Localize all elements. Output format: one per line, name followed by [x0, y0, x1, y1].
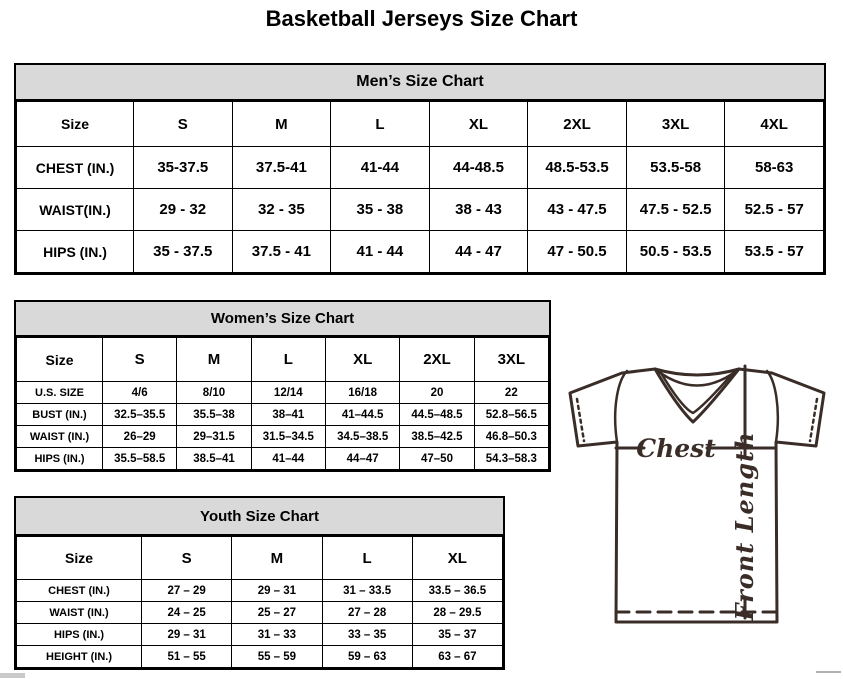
- table-row: [17, 231, 824, 273]
- table-row: [17, 646, 503, 668]
- size-header-row: [17, 537, 503, 580]
- table-row: [17, 580, 503, 602]
- size-value-cell: 12/14: [251, 382, 325, 404]
- size-column-header: 2XL: [400, 338, 474, 382]
- womens-table-title: Women’s Size Chart: [16, 302, 549, 337]
- size-value-cell: 38 - 43: [429, 189, 528, 231]
- size-value-cell: 35 - 37.5: [134, 231, 233, 273]
- size-column-header: L: [322, 537, 412, 580]
- size-value-cell: 53.5-58: [626, 147, 725, 189]
- size-value-cell: 29 - 32: [134, 189, 233, 231]
- size-value-cell: 35-37.5: [134, 147, 233, 189]
- size-value-cell: 27 – 28: [322, 602, 412, 624]
- jersey-cuff-stitch-left: [577, 399, 584, 441]
- size-value-cell: 37.5 - 41: [232, 231, 331, 273]
- size-column-header: M: [177, 338, 251, 382]
- size-value-cell: 34.5–38.5: [325, 426, 399, 448]
- size-value-cell: 32 - 35: [232, 189, 331, 231]
- size-header-row: [17, 102, 824, 147]
- row-label: HEIGHT (IN.): [17, 646, 142, 668]
- size-value-cell: 59 – 63: [322, 646, 412, 668]
- size-value-cell: 31 – 33: [232, 624, 322, 646]
- size-value-cell: 52.8–56.5: [474, 404, 548, 426]
- row-label: CHEST (IN.): [17, 580, 142, 602]
- size-value-cell: 63 – 67: [412, 646, 502, 668]
- jersey-outline: [570, 369, 824, 622]
- size-value-cell: 16/18: [325, 382, 399, 404]
- size-value-cell: 54.3–58.3: [474, 448, 548, 470]
- row-label: HIPS (IN.): [17, 231, 134, 273]
- size-corner-header: Size: [17, 102, 134, 147]
- size-value-cell: 31.5–34.5: [251, 426, 325, 448]
- size-value-cell: 44 - 47: [429, 231, 528, 273]
- size-value-cell: 24 – 25: [142, 602, 232, 624]
- row-label: BUST (IN.): [17, 404, 103, 426]
- size-value-cell: 41–44.5: [325, 404, 399, 426]
- size-column-header: XL: [412, 537, 502, 580]
- row-label: HIPS (IN.): [17, 448, 103, 470]
- size-value-cell: 52.5 - 57: [725, 189, 824, 231]
- youth-size-chart: [14, 496, 505, 670]
- size-value-cell: 32.5–35.5: [103, 404, 177, 426]
- womens-table: [16, 337, 549, 470]
- size-value-cell: 29–31.5: [177, 426, 251, 448]
- size-value-cell: 33 – 35: [322, 624, 412, 646]
- size-column-header: L: [251, 338, 325, 382]
- size-value-cell: 44.5–48.5: [400, 404, 474, 426]
- mens-size-chart: [14, 63, 826, 275]
- table-row: [17, 404, 549, 426]
- row-label: U.S. SIZE: [17, 382, 103, 404]
- size-column-header: M: [232, 537, 322, 580]
- size-value-cell: 53.5 - 57: [725, 231, 824, 273]
- size-value-cell: 55 – 59: [232, 646, 322, 668]
- size-value-cell: 47.5 - 52.5: [626, 189, 725, 231]
- size-value-cell: 37.5-41: [232, 147, 331, 189]
- size-value-cell: 44-48.5: [429, 147, 528, 189]
- size-column-header: 3XL: [474, 338, 548, 382]
- size-column-header: S: [103, 338, 177, 382]
- row-label: WAIST (IN.): [17, 426, 103, 448]
- table-row: [17, 382, 549, 404]
- size-column-header: L: [331, 102, 430, 147]
- size-value-cell: 47–50: [400, 448, 474, 470]
- size-value-cell: 47 - 50.5: [528, 231, 627, 273]
- chest-label: Chest: [636, 434, 716, 463]
- front-length-label: Front Length: [730, 431, 759, 621]
- size-value-cell: 48.5-53.5: [528, 147, 627, 189]
- jersey-cuff-stitch-right: [810, 399, 817, 441]
- size-column-header: XL: [429, 102, 528, 147]
- size-column-header: 2XL: [528, 102, 627, 147]
- size-value-cell: 20: [400, 382, 474, 404]
- size-value-cell: 35 – 37: [412, 624, 502, 646]
- size-value-cell: 4/6: [103, 382, 177, 404]
- scrollbar-fragment-right: [816, 671, 841, 673]
- size-column-header: 4XL: [725, 102, 824, 147]
- size-value-cell: 35.5–38: [177, 404, 251, 426]
- size-value-cell: 38.5–42.5: [400, 426, 474, 448]
- size-column-header: S: [142, 537, 232, 580]
- table-row: [17, 448, 549, 470]
- table-row: [17, 189, 824, 231]
- mens-table: [16, 101, 824, 273]
- mens-table-title: Men’s Size Chart: [16, 65, 824, 101]
- size-value-cell: 8/10: [177, 382, 251, 404]
- youth-table-title: Youth Size Chart: [16, 498, 503, 536]
- size-column-header: M: [232, 102, 331, 147]
- jersey-armhole-right: [767, 371, 778, 442]
- size-value-cell: 51 – 55: [142, 646, 232, 668]
- row-label: HIPS (IN.): [17, 624, 142, 646]
- scrollbar-fragment-left: [0, 673, 25, 678]
- jersey-armhole-left: [615, 371, 627, 442]
- size-column-header: S: [134, 102, 233, 147]
- size-value-cell: 46.8–50.3: [474, 426, 548, 448]
- size-value-cell: 29 – 31: [232, 580, 322, 602]
- size-value-cell: 41–44: [251, 448, 325, 470]
- size-value-cell: 35.5–58.5: [103, 448, 177, 470]
- size-value-cell: 29 – 31: [142, 624, 232, 646]
- size-value-cell: 28 – 29.5: [412, 602, 502, 624]
- page-title: Basketball Jerseys Size Chart: [265, 6, 578, 31]
- row-label: WAIST (IN.): [17, 602, 142, 624]
- table-row: [17, 602, 503, 624]
- size-value-cell: 26–29: [103, 426, 177, 448]
- youth-table: [16, 536, 503, 668]
- size-column-header: XL: [325, 338, 399, 382]
- size-column-header: 3XL: [626, 102, 725, 147]
- size-value-cell: 58-63: [725, 147, 824, 189]
- size-value-cell: 38.5–41: [177, 448, 251, 470]
- size-value-cell: 41 - 44: [331, 231, 430, 273]
- size-value-cell: 22: [474, 382, 548, 404]
- size-value-cell: 27 – 29: [142, 580, 232, 602]
- size-value-cell: 43 - 47.5: [528, 189, 627, 231]
- size-value-cell: 41-44: [331, 147, 430, 189]
- size-corner-header: Size: [17, 338, 103, 382]
- size-value-cell: 33.5 – 36.5: [412, 580, 502, 602]
- size-corner-header: Size: [17, 537, 142, 580]
- size-value-cell: 25 – 27: [232, 602, 322, 624]
- row-label: WAIST(IN.): [17, 189, 134, 231]
- size-value-cell: 50.5 - 53.5: [626, 231, 725, 273]
- size-header-row: [17, 338, 549, 382]
- table-row: [17, 147, 824, 189]
- row-label: CHEST (IN.): [17, 147, 134, 189]
- table-row: [17, 426, 549, 448]
- womens-size-chart: [14, 300, 551, 472]
- size-value-cell: 35 - 38: [331, 189, 430, 231]
- table-row: [17, 624, 503, 646]
- size-value-cell: 44–47: [325, 448, 399, 470]
- size-value-cell: 31 – 33.5: [322, 580, 412, 602]
- jersey-measurement-diagram: [560, 360, 841, 632]
- size-value-cell: 38–41: [251, 404, 325, 426]
